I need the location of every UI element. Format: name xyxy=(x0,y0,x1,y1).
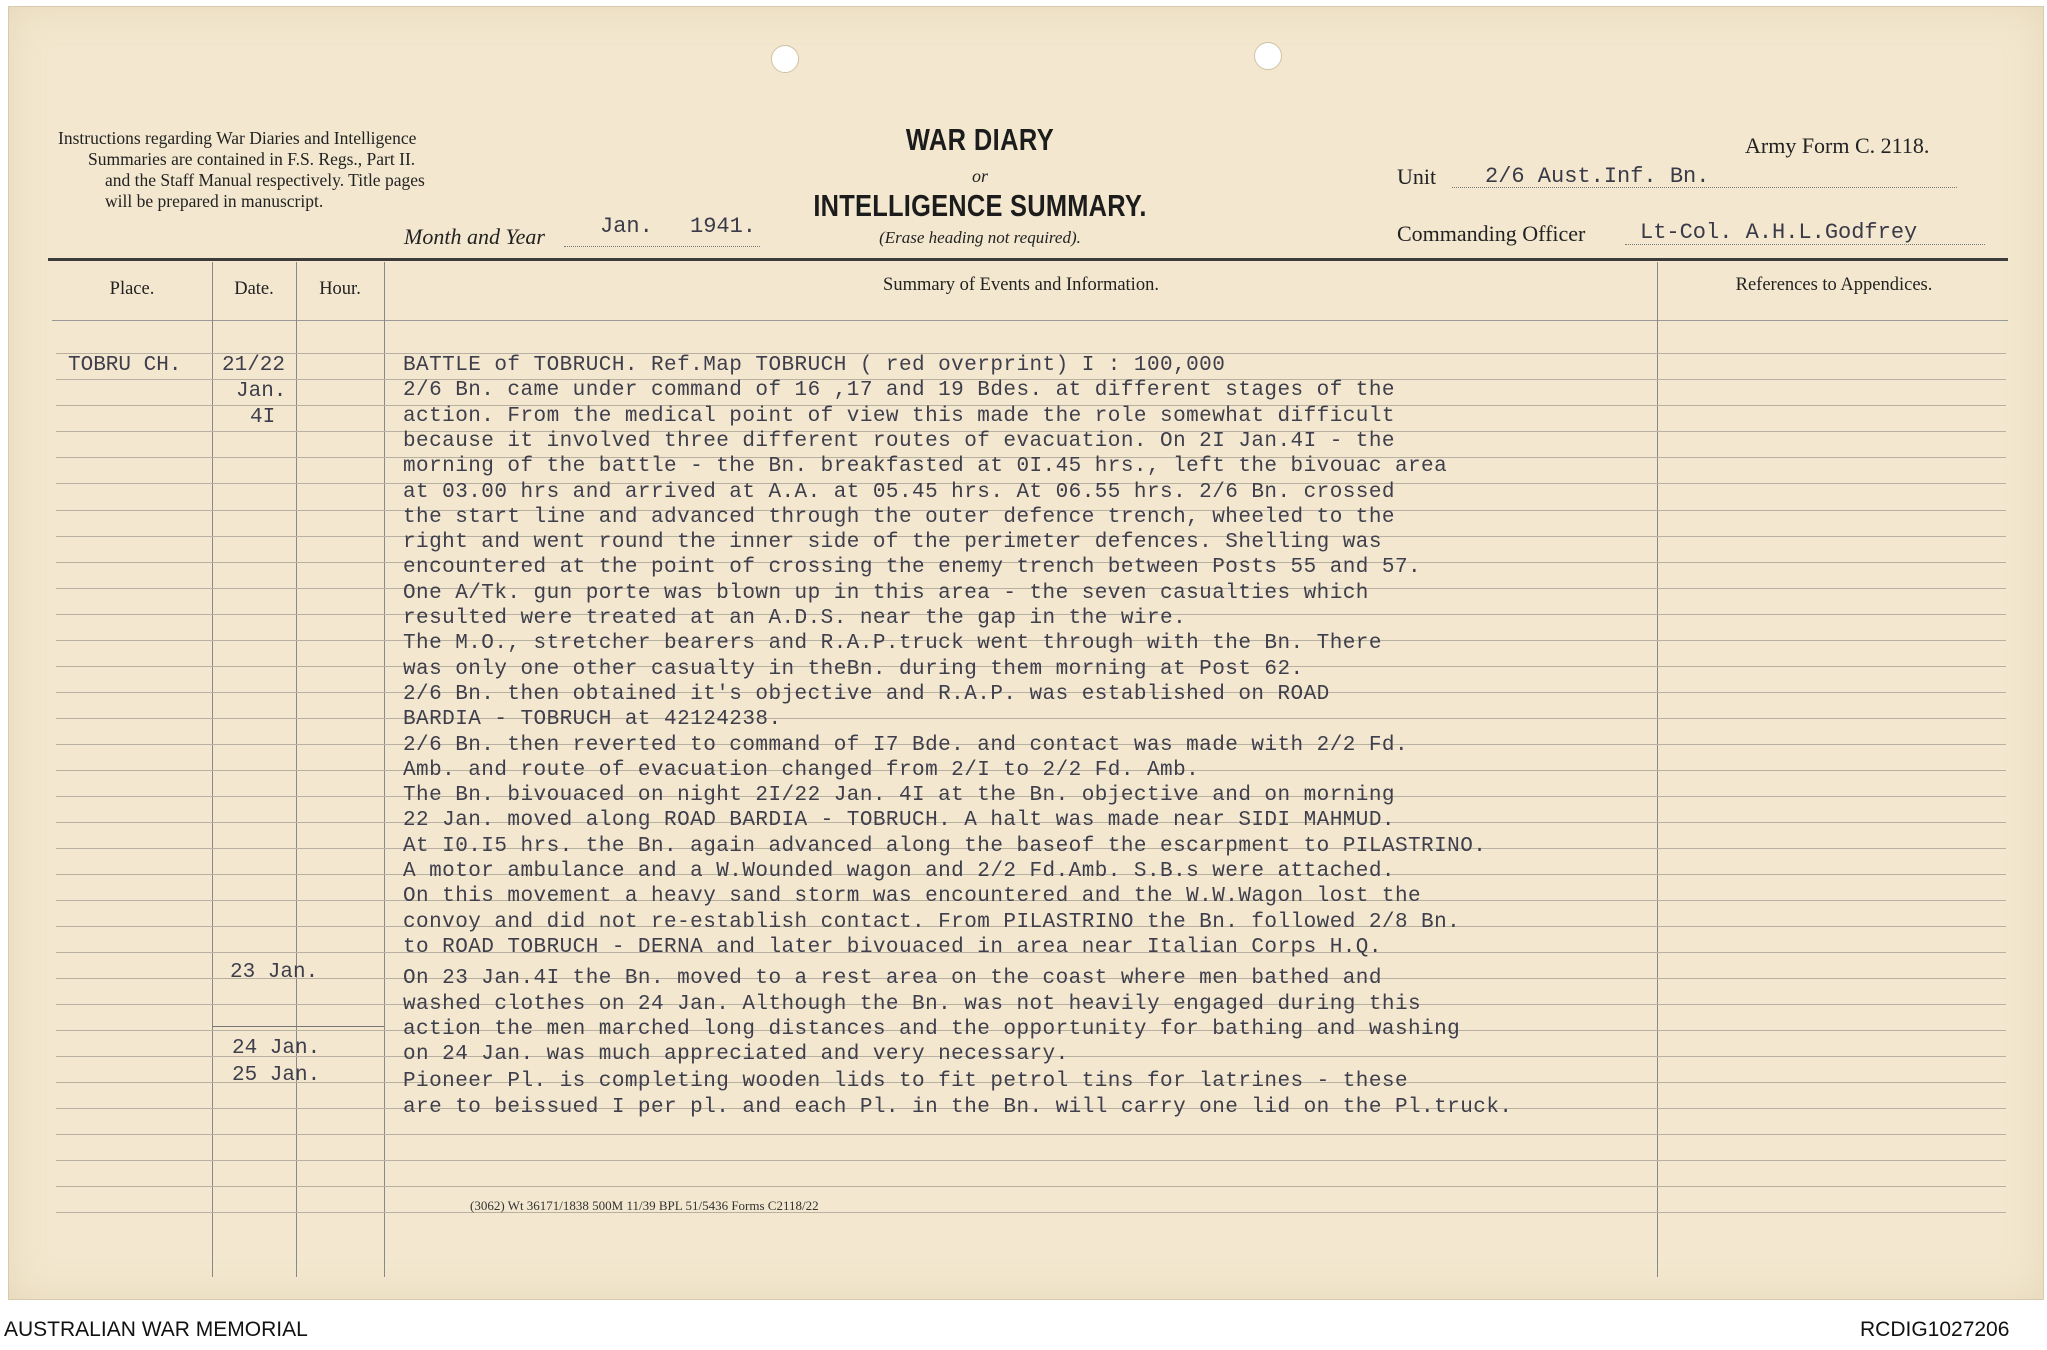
event-line: BARDIA - TOBRUCH at 42124238. xyxy=(403,708,782,732)
year-value: 1941. xyxy=(690,214,757,239)
event-line: the start line and advanced through the outer defence trench, wheeled to the xyxy=(403,505,1395,529)
title-intelligence-summary: INTELLIGENCE SUMMARY. xyxy=(813,188,1147,223)
column-header-hour: Hour. xyxy=(319,279,361,299)
event-line: action. From the medical point of view this made the role somewhat difficult xyxy=(403,404,1395,428)
table-header-rule xyxy=(52,320,2008,321)
column-header-references: References to Appendices. xyxy=(1735,275,1933,295)
column-header-place: Place. xyxy=(109,279,155,299)
title-or: or xyxy=(971,166,988,186)
event-line: 2/6 Bn. then reverted to command of I7 Bde. and contact was made with 2/2 Fd. xyxy=(403,733,1409,757)
date-entry: 25 Jan. xyxy=(232,1064,321,1087)
event-line: are to beissued I per pl. and each Pl. in the Bn. will carry one lid on the Pl.truck. xyxy=(403,1095,1513,1119)
credit-institution: AUSTRALIAN WAR MEMORIAL xyxy=(4,1318,308,1341)
instructions-line: will be prepared in manuscript. xyxy=(105,191,324,211)
event-line: action the men marched long distances and the opportunity for bathing and washing xyxy=(403,1017,1461,1041)
event-line: on 24 Jan. was much appreciated and very necessary. xyxy=(403,1043,1069,1067)
ruled-line xyxy=(56,1212,2006,1213)
month-value: Jan. xyxy=(600,214,653,239)
punch-hole-left xyxy=(771,45,799,73)
event-line: 2/6 Bn. came under command of 16 ,17 and 19 Bdes. at different stages of the xyxy=(403,379,1395,403)
event-line: encountered at the point of crossing the enemy trench between Posts 55 and 57. xyxy=(403,556,1422,580)
place-entry: TOBRU CH. xyxy=(68,354,182,377)
event-line: because it involved three different routes of evacuation. On 2I Jan.4I - the xyxy=(403,429,1395,453)
event-line: The Bn. bivouaced on night 2I/22 Jan. 4I at the Bn. objective and on morning xyxy=(403,784,1395,808)
instructions-line: and the Staff Manual respectively. Title pages xyxy=(105,170,425,190)
event-line: to ROAD TOBRUCH - DERNA and later bivouaced in area near Italian Corps H.Q. xyxy=(403,935,1382,959)
section-rule xyxy=(212,1026,384,1027)
event-line: The M.O., stretcher bearers and R.A.P.truck went through with the Bn. There xyxy=(403,632,1382,656)
punch-hole-right xyxy=(1254,42,1282,70)
ruled-line xyxy=(56,1186,2006,1187)
event-line: On this movement a heavy sand storm was encountered and the W.W.Wagon lost the xyxy=(403,885,1422,909)
form-print-code: (3062) Wt 36171/1838 500M 11/39 BPL 51/5436 Forms C2118/22 xyxy=(470,1198,819,1213)
month-year-dotted-line xyxy=(564,246,760,247)
commanding-officer-value: Lt-Col. A.H.L.Godfrey xyxy=(1640,220,1918,245)
event-line: was only one other casualty in theBn. during them morning at Post 62. xyxy=(403,657,1304,681)
instructions-line: Instructions regarding War Diaries and Intelligence xyxy=(58,128,417,148)
event-line: at 03.00 hrs and arrived at A.A. at 05.45 hrs. At 06.55 hrs. 2/6 Bn. crossed xyxy=(403,480,1395,504)
event-line: 2/6 Bn. then obtained it's objective and R.A.P. was established on ROAD xyxy=(403,682,1330,706)
title-war-diary: WAR DIARY xyxy=(905,122,1055,157)
unit-value: 2/6 Aust.Inf. Bn. xyxy=(1485,164,1710,189)
instructions-line: Summaries are contained in F.S. Regs., Part II. xyxy=(88,149,416,169)
ruled-line xyxy=(56,1160,2006,1161)
event-line: morning of the battle - the Bn. breakfasted at 0I.45 hrs., left the bivouac area xyxy=(403,455,1448,479)
event-line: Pioneer Pl. is completing wooden lids to fit petrol tins for latrines - these xyxy=(403,1070,1409,1094)
ruled-line xyxy=(56,718,2006,719)
date-entry: Jan. xyxy=(236,380,287,403)
erase-note: (Erase heading not required). xyxy=(879,228,1081,247)
month-year-label: Month and Year xyxy=(404,224,545,249)
event-line: At I0.I5 hrs. the Bn. again advanced along the baseof the escarpment to PILASTRINO. xyxy=(403,834,1487,858)
event-line: resulted were treated at an A.D.S. near the gap in the wire. xyxy=(403,607,1187,630)
commanding-officer-label: Commanding Officer xyxy=(1397,221,1586,246)
date-entry: 4I xyxy=(250,406,276,429)
ruled-line xyxy=(56,1134,2006,1135)
event-line: A motor ambulance and a W.Wounded wagon and 2/2 Fd.Amb. S.B.s were attached. xyxy=(403,860,1395,883)
event-line: On 23 Jan.4I the Bn. moved to a rest area on the coast where men bathed and xyxy=(403,967,1382,991)
event-line: BATTLE of TOBRUCH. Ref.Map TOBRUCH ( red overprint) I : 100,000 xyxy=(403,354,1226,377)
event-line: right and went round the inner side of the perimeter defences. Shelling was xyxy=(403,531,1382,555)
army-form-number: Army Form C. 2118. xyxy=(1745,133,1930,158)
credit-catalogue-id: RCDIG1027206 xyxy=(1860,1318,2010,1341)
date-entry: 24 Jan. xyxy=(232,1037,321,1060)
date-entry: 23 Jan. xyxy=(230,961,319,984)
column-header-date: Date. xyxy=(234,279,274,299)
event-line: 22 Jan. moved along ROAD BARDIA - TOBRUCH. A halt was made near SIDI MAHMUD. xyxy=(403,809,1395,833)
instructions-note xyxy=(58,128,538,212)
column-header-summary: Summary of Events and Information. xyxy=(883,275,1159,295)
event-line: convoy and did not re-establish contact. From PILASTRINO the Bn. followed 2/8 Bn. xyxy=(403,910,1461,934)
unit-label: Unit xyxy=(1397,164,1437,189)
event-line: Amb. and route of evacuation changed from 2/I to 2/2 Fd. Amb. xyxy=(403,758,1200,782)
table-top-rule xyxy=(48,258,2008,261)
event-line: One A/Tk. gun porte was blown up in this area - the seven casualties which xyxy=(403,581,1369,605)
event-line: washed clothes on 24 Jan. Although the Bn. was not heavily engaged during this xyxy=(403,992,1422,1016)
date-entry: 21/22 xyxy=(222,354,286,377)
